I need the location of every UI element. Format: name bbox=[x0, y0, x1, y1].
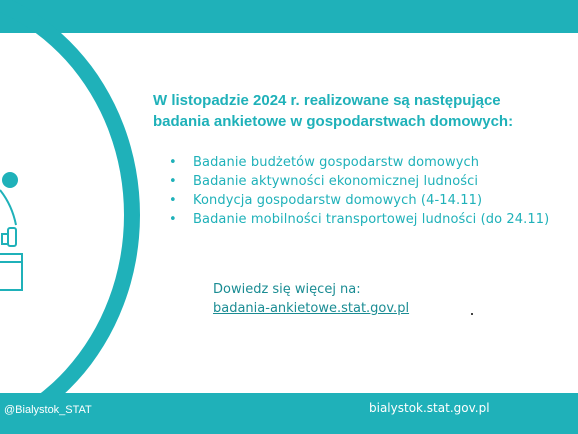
survey-website-link[interactable]: badania-ankietowe.stat.gov.pl bbox=[213, 301, 410, 316]
bullet-icon: • bbox=[169, 193, 177, 208]
more-info-label: Dowiedz się więcej na: bbox=[213, 282, 361, 297]
survey-label: Kondycja gospodarstw domowych (4-14.11) bbox=[193, 193, 483, 208]
social-handle: @Bialystok_STAT bbox=[4, 404, 92, 416]
bullet-icon: • bbox=[169, 212, 177, 227]
list-item bbox=[169, 153, 569, 172]
bullet-icon: • bbox=[169, 155, 177, 170]
more-info-block bbox=[213, 280, 409, 318]
list-item bbox=[169, 191, 569, 210]
top-banner bbox=[0, 0, 578, 33]
survey-label: Badanie mobilności transportowej ludności (do 24.11) bbox=[193, 212, 550, 227]
stray-dot bbox=[471, 313, 473, 315]
survey-label: Badanie budżetów gospodarstw domowych bbox=[193, 155, 480, 170]
footer-website: bialystok.stat.gov.pl bbox=[369, 401, 490, 415]
list-item bbox=[169, 172, 569, 191]
survey-person-illustration-icon bbox=[0, 150, 40, 320]
page-heading bbox=[153, 90, 553, 132]
bullet-icon: • bbox=[169, 174, 177, 189]
heading-line-1: W listopadzie 2024 r. realizowane są następujące bbox=[153, 92, 501, 109]
heading-line-2: badania ankietowe w gospodarstwach domowych: bbox=[153, 113, 514, 130]
list-item bbox=[169, 210, 569, 229]
survey-list bbox=[169, 153, 569, 229]
survey-label: Badanie aktywności ekonomicznej ludności bbox=[193, 174, 479, 189]
